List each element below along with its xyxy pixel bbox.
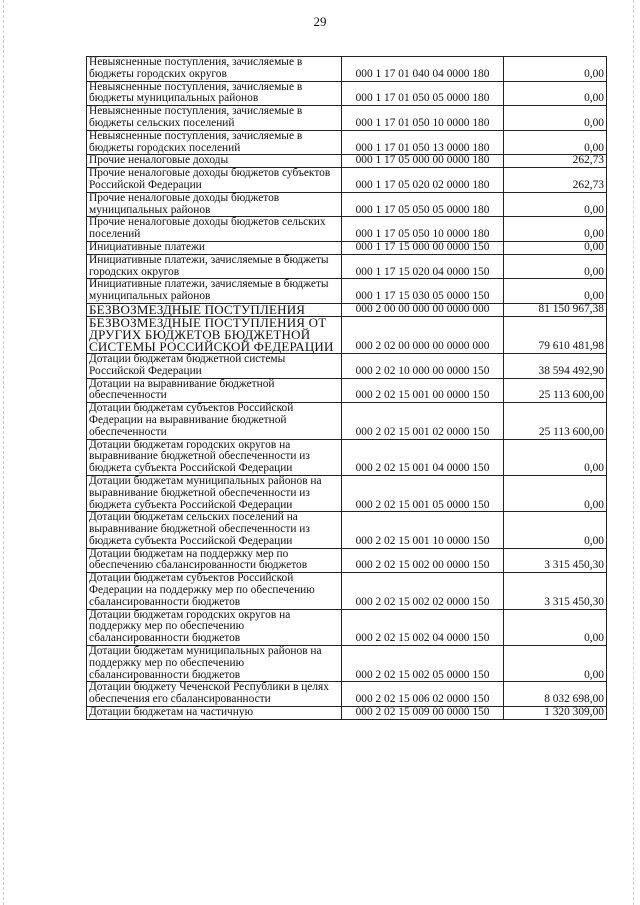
row-code: 000 2 00 00 000 00 0000 000 bbox=[342, 303, 504, 316]
table-row bbox=[87, 241, 607, 254]
row-amount: 0,00 bbox=[504, 57, 607, 82]
row-code: 000 1 17 01 050 13 0000 180 bbox=[342, 130, 504, 155]
row-code: 000 2 02 15 001 10 0000 150 bbox=[342, 512, 504, 548]
row-name: Невыясненные поступления, зачисляемые в бюджеты городских поселений bbox=[87, 130, 342, 155]
table-body bbox=[87, 57, 607, 720]
row-amount: 0,00 bbox=[504, 475, 607, 511]
scan-edge-right bbox=[633, 0, 636, 905]
row-name: Невыясненные поступления, зачисляемые в бюджеты городских округов bbox=[87, 57, 342, 82]
row-name: Дотации бюджетам муниципальных районов на поддержку мер по обеспечению сбалансированности бюджетов bbox=[87, 646, 342, 682]
table-row bbox=[87, 403, 607, 439]
table-row bbox=[87, 548, 607, 573]
row-name: Дотации бюджетам городских округов на выравнивание бюджетной обеспеченности из бюджета субъекта Российской Федерации bbox=[87, 439, 342, 475]
row-name: Инициативные платежи, зачисляемые в бюджеты городских округов bbox=[87, 254, 342, 279]
row-code: 000 1 17 05 050 10 0000 180 bbox=[342, 217, 504, 242]
row-amount: 79 610 481,98 bbox=[504, 316, 607, 353]
table-row bbox=[87, 254, 607, 279]
row-code: 000 2 02 10 000 00 0000 150 bbox=[342, 353, 504, 378]
row-code: 000 2 02 15 002 05 0000 150 bbox=[342, 646, 504, 682]
row-code: 000 2 02 15 001 02 0000 150 bbox=[342, 403, 504, 439]
row-name: Невыясненные поступления, зачисляемые в бюджеты муниципальных районов bbox=[87, 81, 342, 106]
table-row bbox=[87, 279, 607, 304]
budget-revenue-table bbox=[86, 56, 607, 720]
row-amount: 3 315 450,30 bbox=[504, 573, 607, 609]
row-name: Прочие неналоговые доходы бюджетов муниципальных районов bbox=[87, 192, 342, 217]
row-code: 000 2 02 15 001 05 0000 150 bbox=[342, 475, 504, 511]
row-name: БЕЗВОЗМЕЗДНЫЕ ПОСТУПЛЕНИЯ bbox=[87, 303, 342, 316]
row-amount: 0,00 bbox=[504, 81, 607, 106]
row-name: Дотации бюджетам муниципальных районов на выравнивание бюджетной обеспеченности из бюджета субъекта Российской Федерации bbox=[87, 475, 342, 511]
table-row-section bbox=[87, 316, 607, 353]
row-code: 000 2 02 15 002 00 0000 150 bbox=[342, 548, 504, 573]
table-row bbox=[87, 192, 607, 217]
row-name: Дотации бюджету Чеченской Республики в целях обеспечения его сбалансированности bbox=[87, 682, 342, 707]
row-name: Невыясненные поступления, зачисляемые в бюджеты сельских поселений bbox=[87, 106, 342, 131]
row-amount: 3 315 450,30 bbox=[504, 548, 607, 573]
table-row bbox=[87, 130, 607, 155]
table-row bbox=[87, 155, 607, 168]
row-amount: 38 594 492,90 bbox=[504, 353, 607, 378]
row-name: БЕЗВОЗМЕЗДНЫЕ ПОСТУПЛЕНИЯ ОТ ДРУГИХ БЮДЖЕТОВ БЮДЖЕТНОЙ СИСТЕМЫ РОССИЙСКОЙ ФЕДЕРАЦИИ bbox=[87, 316, 342, 353]
row-name: Дотации бюджетам на частичную bbox=[87, 707, 342, 720]
page-number: 29 bbox=[313, 14, 327, 29]
row-name: Дотации бюджетам субъектов Российской Федерации на выравнивание бюджетной обеспеченности bbox=[87, 403, 342, 439]
row-code: 000 1 17 05 050 05 0000 180 bbox=[342, 192, 504, 217]
row-amount: 0,00 bbox=[504, 106, 607, 131]
row-amount: 0,00 bbox=[504, 609, 607, 645]
row-amount: 0,00 bbox=[504, 130, 607, 155]
row-code: 000 2 02 15 001 00 0000 150 bbox=[342, 378, 504, 403]
row-amount: 0,00 bbox=[504, 217, 607, 242]
table-row bbox=[87, 707, 607, 720]
row-name: Дотации бюджетам городских округов на поддержку мер по обеспечению сбалансированности бюджетов bbox=[87, 609, 342, 645]
row-amount: 0,00 bbox=[504, 646, 607, 682]
row-amount: 0,00 bbox=[504, 439, 607, 475]
table-row bbox=[87, 573, 607, 609]
row-name: Дотации бюджетам бюджетной системы Российской Федерации bbox=[87, 353, 342, 378]
row-code: 000 1 17 05 020 02 0000 180 bbox=[342, 168, 504, 193]
row-name: Инициативные платежи, зачисляемые в бюджеты муниципальных районов bbox=[87, 279, 342, 304]
row-code: 000 1 17 01 050 10 0000 180 bbox=[342, 106, 504, 131]
row-code: 000 2 02 00 000 00 0000 000 bbox=[342, 316, 504, 353]
row-name: Дотации бюджетам субъектов Российской Федерации на поддержку мер по обеспечению сбалансированности бюджетов bbox=[87, 573, 342, 609]
row-code: 000 1 17 15 030 05 0000 150 bbox=[342, 279, 504, 304]
row-name: Инициативные платежи bbox=[87, 241, 342, 254]
row-amount: 0,00 bbox=[504, 254, 607, 279]
row-code: 000 2 02 15 002 02 0000 150 bbox=[342, 573, 504, 609]
row-name: Дотации бюджетам на поддержку мер по обеспечению сбалансированности бюджетов bbox=[87, 548, 342, 573]
row-code: 000 1 17 15 020 04 0000 150 bbox=[342, 254, 504, 279]
row-amount: 0,00 bbox=[504, 192, 607, 217]
row-amount: 0,00 bbox=[504, 241, 607, 254]
table-row bbox=[87, 609, 607, 645]
row-name: Дотации на выравнивание бюджетной обеспеченности bbox=[87, 378, 342, 403]
row-code: 000 2 02 15 009 00 0000 150 bbox=[342, 707, 504, 720]
row-amount: 8 032 698,00 bbox=[504, 682, 607, 707]
row-name: Прочие неналоговые доходы бюджетов сельских поселений bbox=[87, 217, 342, 242]
row-amount: 262,73 bbox=[504, 168, 607, 193]
row-amount: 81 150 967,38 bbox=[504, 303, 607, 316]
row-amount: 262,73 bbox=[504, 155, 607, 168]
table-row bbox=[87, 57, 607, 82]
table-row bbox=[87, 378, 607, 403]
scan-edge-left bbox=[3, 0, 6, 905]
row-amount: 0,00 bbox=[504, 512, 607, 548]
table-row bbox=[87, 168, 607, 193]
row-code: 000 2 02 15 002 04 0000 150 bbox=[342, 609, 504, 645]
table-row bbox=[87, 646, 607, 682]
table-row bbox=[87, 81, 607, 106]
table-row bbox=[87, 106, 607, 131]
row-amount: 1 320 309,00 bbox=[504, 707, 607, 720]
row-amount: 0,00 bbox=[504, 279, 607, 304]
table-row bbox=[87, 217, 607, 242]
row-amount: 25 113 600,00 bbox=[504, 378, 607, 403]
table-row bbox=[87, 475, 607, 511]
row-amount: 25 113 600,00 bbox=[504, 403, 607, 439]
row-code: 000 1 17 01 050 05 0000 180 bbox=[342, 81, 504, 106]
row-code: 000 2 02 15 006 02 0000 150 bbox=[342, 682, 504, 707]
row-name: Дотации бюджетам сельских поселений на выравнивание бюджетной обеспеченности из бюджета субъекта Российской Федерации bbox=[87, 512, 342, 548]
table-row bbox=[87, 439, 607, 475]
row-code: 000 1 17 01 040 04 0000 180 bbox=[342, 57, 504, 82]
table-row bbox=[87, 353, 607, 378]
table-row bbox=[87, 512, 607, 548]
row-name: Прочие неналоговые доходы бюджетов субъектов Российской Федерации bbox=[87, 168, 342, 193]
table-row bbox=[87, 682, 607, 707]
row-name: Прочие неналоговые доходы bbox=[87, 155, 342, 168]
row-code: 000 1 17 15 000 00 0000 150 bbox=[342, 241, 504, 254]
row-code: 000 1 17 05 000 00 0000 180 bbox=[342, 155, 504, 168]
row-code: 000 2 02 15 001 04 0000 150 bbox=[342, 439, 504, 475]
